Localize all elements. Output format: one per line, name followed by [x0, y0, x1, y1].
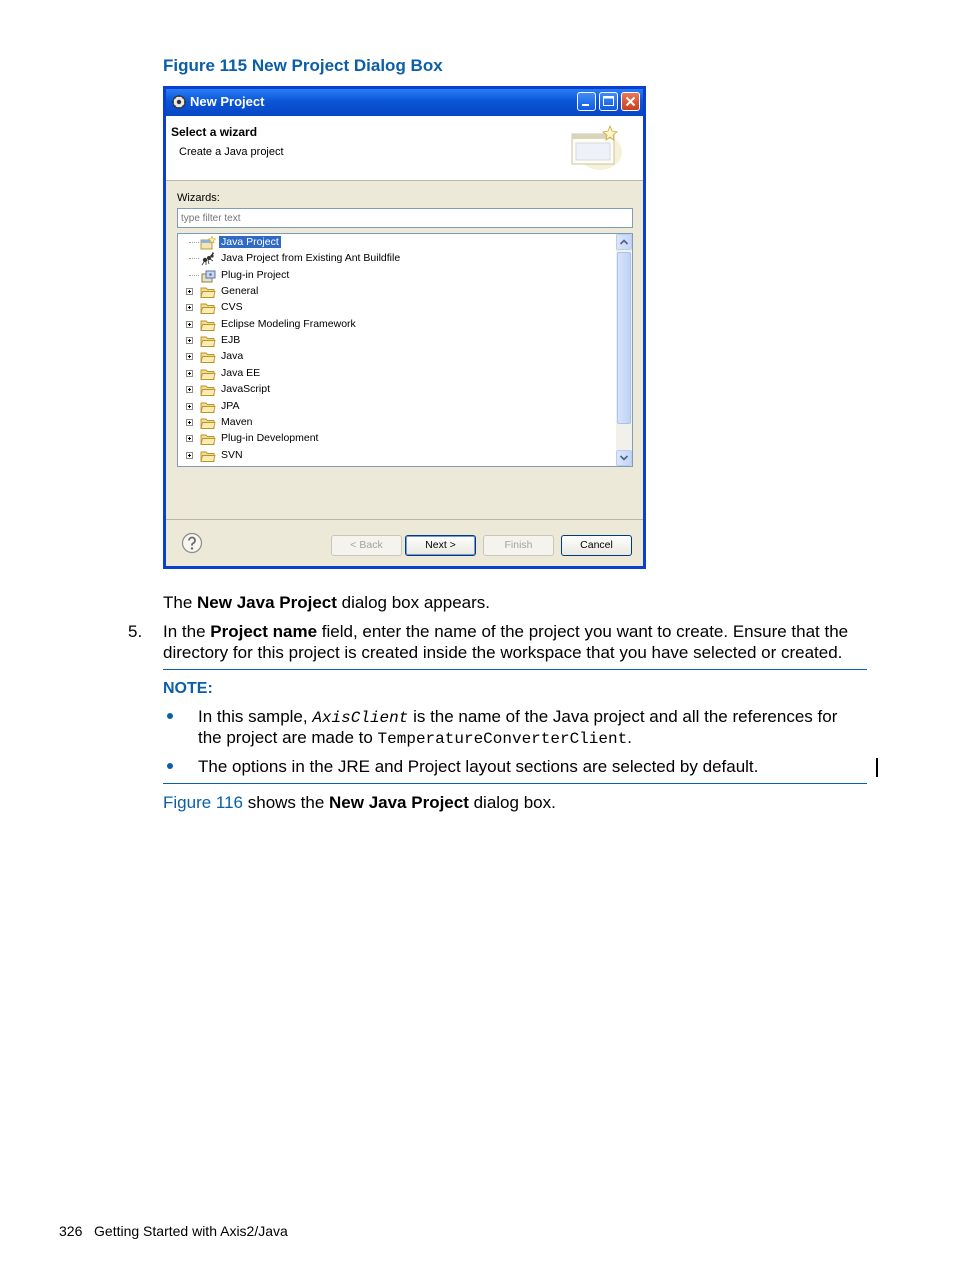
wizard-tree[interactable]: [177, 233, 633, 467]
tree-item-label: Plug-in Project: [221, 268, 290, 281]
expand-icon[interactable]: [186, 435, 193, 442]
tree-item-label: Eclipse Modeling Framework: [221, 317, 356, 330]
new-wizard-banner-icon: [570, 124, 622, 172]
note2-text: The options in the JRE and Project layout sections are selected by default.: [198, 757, 759, 776]
plugin-icon: [200, 269, 216, 283]
note-bullet-1: [167, 713, 173, 719]
tree-item[interactable]: [178, 399, 614, 415]
finish-button[interactable]: Finish: [483, 535, 554, 556]
tree-item-label: Java Project from Existing Ant Buildfile: [221, 252, 401, 265]
folder-icon: [200, 318, 216, 332]
tree-item-label: Java Project: [221, 236, 279, 248]
tree-item[interactable]: [178, 333, 614, 349]
expand-icon[interactable]: [186, 353, 193, 360]
note1-line1: In this sample, AxisClient is the name of the Java project and all the references for: [198, 707, 838, 727]
chevron-up-icon: [617, 235, 631, 249]
page-footer: [59, 1223, 288, 1239]
dialog-appears-text: The New Java Project dialog box appears.: [163, 593, 490, 612]
tree-item-label: SVN: [221, 448, 243, 461]
figure-reference-text: Figure 116 shows the New Java Project dialog box.: [163, 793, 556, 812]
tree-item[interactable]: [178, 448, 614, 464]
help-icon[interactable]: [181, 532, 203, 554]
dialog-title: New Project: [190, 94, 265, 109]
note-bullet-2: [167, 763, 173, 769]
tree-connector: [189, 275, 199, 276]
expand-icon[interactable]: [186, 419, 193, 426]
tree-item[interactable]: [178, 349, 614, 365]
tree-item-label: EJB: [221, 334, 241, 347]
expand-icon[interactable]: [186, 370, 193, 377]
folder-icon: [200, 367, 216, 381]
minimize-icon: [578, 93, 595, 110]
folder-icon: [200, 301, 216, 315]
tree-item[interactable]: [178, 382, 614, 398]
note-bottom-rule: [163, 783, 867, 784]
dialog-titlebar[interactable]: [166, 89, 643, 116]
scroll-thumb[interactable]: [617, 252, 631, 424]
tree-connector: [189, 258, 199, 259]
note-label: NOTE:: [163, 680, 213, 697]
expand-icon[interactable]: [186, 288, 193, 295]
note-top-rule: [163, 669, 867, 670]
expand-icon[interactable]: [186, 403, 193, 410]
tree-item[interactable]: [178, 268, 614, 284]
tree-item-label: Maven: [221, 415, 253, 428]
step5-line1: In the Project name field, enter the name of the project you want to create. Ensure that the: [163, 622, 849, 641]
note1-line2: the project are made to TemperatureConverterClient.: [198, 728, 632, 748]
figure-116-link[interactable]: Figure 116: [163, 793, 244, 812]
tree-item-label: JavaScript: [221, 383, 271, 396]
wizards-label: Wizards:: [177, 192, 220, 204]
wizard-filter-input[interactable]: [177, 208, 633, 228]
folder-icon: [200, 400, 216, 414]
tree-item-label: Java EE: [221, 366, 261, 379]
maximize-icon: [600, 93, 617, 110]
tree-item[interactable]: [178, 284, 614, 300]
tree-item[interactable]: [178, 317, 614, 333]
tree-connector: [189, 242, 199, 243]
new-project-dialog: [163, 86, 646, 569]
expand-icon[interactable]: [186, 321, 193, 328]
back-button[interactable]: < Back: [331, 535, 402, 556]
folder-icon: [200, 432, 216, 446]
tree-item[interactable]: [178, 415, 614, 431]
minimize-button[interactable]: [577, 92, 596, 111]
change-bar: [876, 758, 878, 777]
page-number: 326: [59, 1223, 83, 1239]
java-project-icon: [200, 236, 216, 250]
expand-icon[interactable]: [186, 337, 193, 344]
folder-icon: [200, 285, 216, 299]
figure-title: New Project Dialog Box: [251, 56, 443, 75]
step5-line2: directory for this project is created inside the workspace that you have selected or created.: [163, 643, 843, 662]
maximize-button[interactable]: [599, 92, 618, 111]
document-title: Getting Started with Axis2/Java: [94, 1223, 288, 1239]
folder-icon: [200, 334, 216, 348]
tree-item[interactable]: [178, 235, 614, 251]
wizard-header: [166, 116, 643, 181]
wizard-header-subtitle: Create a Java project: [179, 146, 284, 158]
tree-item[interactable]: [178, 300, 614, 316]
tree-item-label: Java: [221, 350, 244, 363]
figure-caption: [163, 56, 443, 76]
folder-icon: [200, 383, 216, 397]
tree-item[interactable]: [178, 366, 614, 382]
tree-item[interactable]: [178, 431, 614, 447]
button-bar-separator: [166, 519, 643, 520]
tree-item-label: Plug-in Development: [221, 432, 319, 445]
tree-item-label: General: [221, 285, 259, 298]
figure-number: Figure 115: [163, 56, 248, 75]
wizard-header-title: Select a wizard: [171, 125, 258, 139]
tree-item[interactable]: [178, 251, 614, 267]
tree-item-label: JPA: [221, 399, 240, 412]
folder-icon: [200, 449, 216, 463]
expand-icon[interactable]: [186, 304, 193, 311]
expand-icon[interactable]: [186, 386, 193, 393]
close-icon: [622, 93, 639, 110]
next-button[interactable]: Next >: [405, 535, 476, 556]
folder-icon: [200, 416, 216, 430]
step-number: 5.: [128, 622, 143, 641]
scroll-down-button[interactable]: [616, 450, 632, 466]
cancel-button[interactable]: Cancel: [561, 535, 632, 556]
tree-item-label: CVS: [221, 301, 243, 314]
expand-icon[interactable]: [186, 452, 193, 459]
ant-icon: [200, 252, 216, 266]
scroll-up-button[interactable]: [616, 234, 632, 250]
close-button[interactable]: [621, 92, 640, 111]
eclipse-wizard-icon: [171, 94, 187, 110]
tree-scrollbar[interactable]: [616, 234, 632, 466]
chevron-down-icon: [617, 451, 631, 465]
folder-icon: [200, 350, 216, 364]
